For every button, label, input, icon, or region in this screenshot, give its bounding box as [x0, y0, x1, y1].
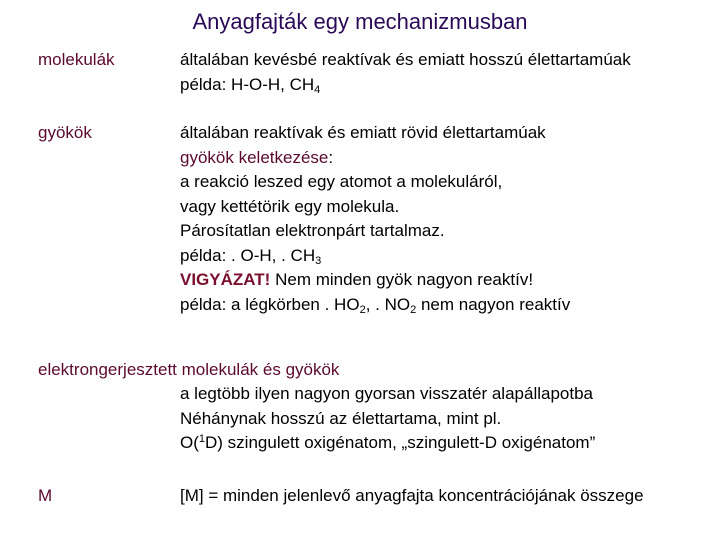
- radicals-line-5: Párosítatlan elektronpárt tartalmaz.: [180, 221, 445, 240]
- term-radicals: gyökök: [38, 123, 92, 142]
- radicals-example: példa: . O-H, . $CH_3$: [180, 245, 322, 267]
- radicals-formation: gyökök keletkezése:: [180, 147, 334, 167]
- excited-description: [180, 382, 595, 456]
- molecules-line-1: általában kevésbé reaktívak és emiatt hosszú élettartamúak: [180, 50, 631, 69]
- excited-line-3: O($^1$D) szingulett oxigénatom, „szingulett-D oxigénatom”: [180, 433, 596, 452]
- radicals-line-4: vagy kettétörik egy molekula.: [180, 196, 400, 216]
- warning-label: VIGYÁZAT!: [180, 270, 271, 289]
- molecules-description: [180, 48, 631, 97]
- term-excited: elektrongerjesztett molekulák és gyökök: [38, 360, 340, 379]
- radicals-example-2: példa: a légkörben . $HO_2$, . $NO_2$ nem nagyon reaktív: [180, 294, 571, 316]
- excited-line-2: Néhánynak hosszú az élettartama, mint pl.: [180, 408, 502, 428]
- radicals-line-1: általában reaktívak és emiatt rövid élettartamúak: [180, 123, 546, 142]
- term-third-body: M: [38, 486, 53, 505]
- term-molecules: molekulák: [38, 50, 115, 69]
- page-title: Anyagfajták egy mechanizmusban: [192, 9, 528, 34]
- molecules-example: példa: H-O-H, $CH_4$: [180, 74, 321, 96]
- third-body-definition: [M] = minden jelenlevő anyagfajta koncentrációjának összege: [180, 486, 644, 505]
- radicals-description: [180, 121, 570, 317]
- excited-line-1: a legtöbb ilyen nagyon gyorsan visszatér alapállapotba: [180, 384, 593, 403]
- radicals-line-3: a reakció leszed egy atomot a molekuláról,: [180, 172, 503, 191]
- radicals-warning: VIGYÁZAT! Nem minden gyök nagyon reaktív!: [180, 270, 534, 289]
